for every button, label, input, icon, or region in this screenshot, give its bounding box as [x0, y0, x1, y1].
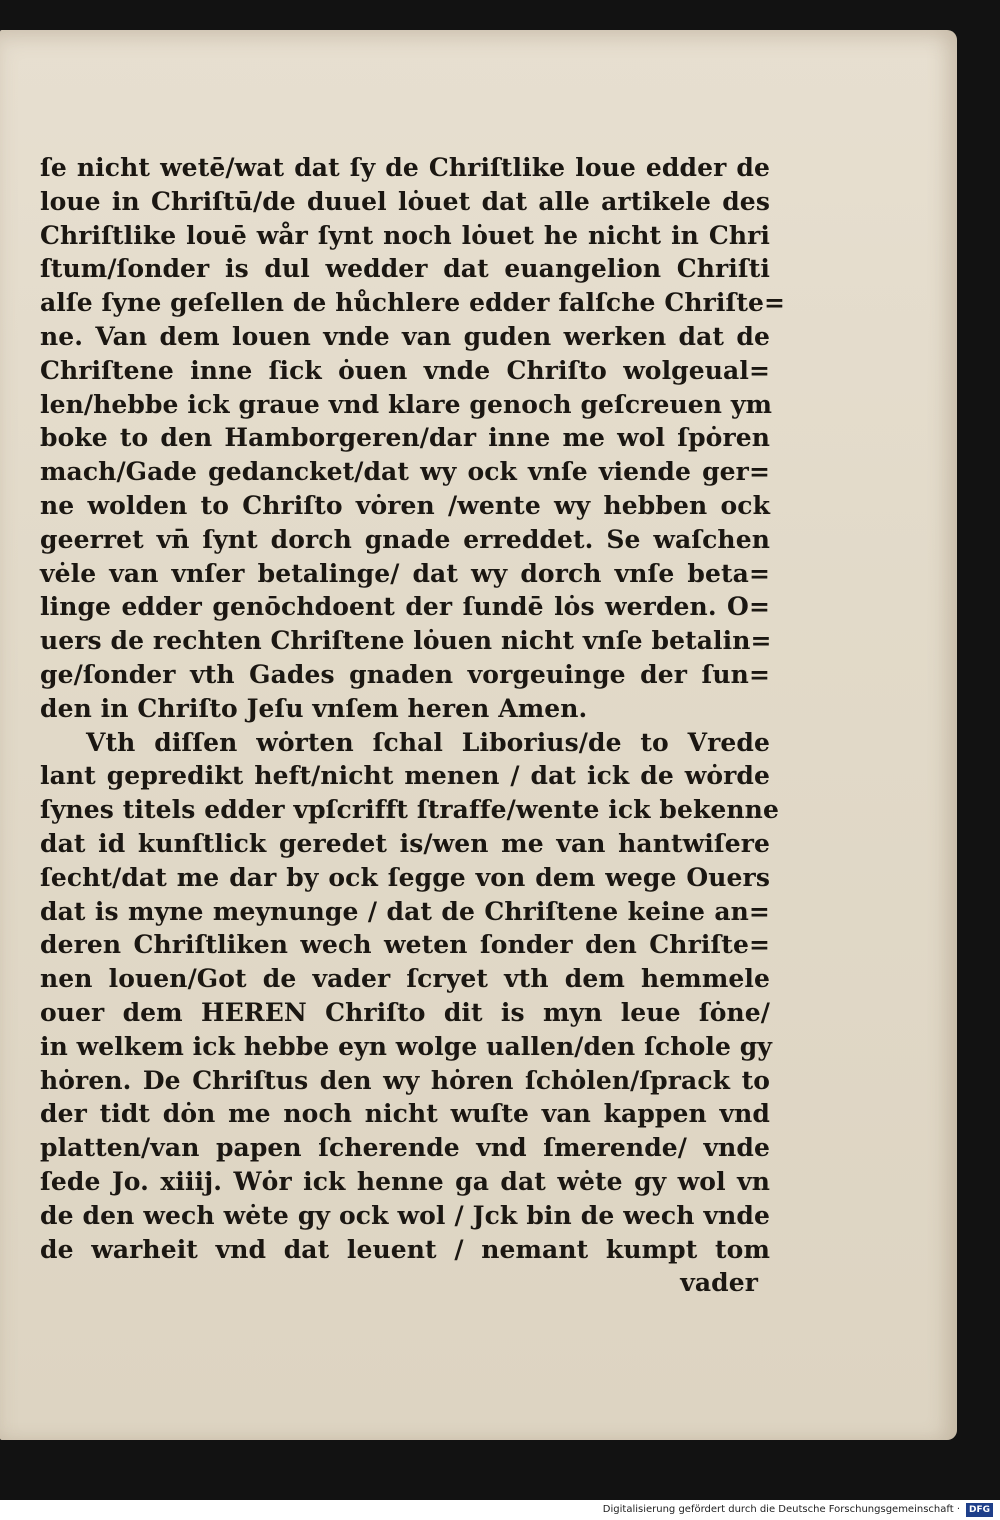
- text-line: len/hebbe ick graue vnd klare genoch geſcreuen ym: [40, 389, 773, 419]
- text-line: vėle van vnſer betalinge/ dat wy dorch vnſe beta=: [40, 558, 770, 588]
- text-line: in welkem ick hebbe eyn wolge uallen/den ſchole gy: [40, 1031, 772, 1061]
- text-line: ouer dem HEREN Chriſto dit is myn leue ſȯne/: [40, 997, 770, 1027]
- text-block: [40, 151, 786, 1300]
- text-line: der tidt dȯn me noch nicht wuſte van kappen vnd: [40, 1099, 770, 1129]
- text-line: de den wech wėte gy ock wol / Jck bin de wech vnde: [40, 1200, 770, 1230]
- text-line: ſynes titels edder vpſcrifft ſtraffe/wente ick bekenne: [40, 795, 779, 825]
- text-line: dat is myne meynunge / dat de Chriſtene keine an=: [40, 896, 770, 926]
- book-page: [0, 30, 957, 1440]
- text-line: ge/ſonder vth Gades gnaden vorgeuinge der ſun=: [40, 659, 770, 689]
- text-line: platten/van papen ſcherende vnd ſmerende/ vnde: [40, 1133, 770, 1163]
- text-line: dat id kunſtlick geredet is/wen me van hantwiſere: [40, 828, 770, 858]
- text-line: ſede Jo. xiiij. Wȯr ick henne ga dat wėte gy wol vn: [40, 1166, 770, 1196]
- text-line: den in Chriſto Jeſu vnſem heren Amen.: [40, 693, 588, 723]
- text-line: linge edder genōchdoent der ſundē lȯs werden. O=: [40, 592, 770, 622]
- text-line: Chriſtlike louē wår ſynt noch lȯuet he nicht in Chri: [40, 220, 770, 250]
- text-line: nen louen/Got de vader ſcryet vth dem hemmele: [40, 964, 770, 994]
- text-line: ne. Van dem louen vnde van guden werken dat de: [40, 321, 770, 351]
- text-line: de warheit vnd dat leuent / nemant kumpt tom: [40, 1234, 770, 1264]
- text-line: ſecht/dat me dar by ock ſegge von dem wege Ouers: [40, 862, 770, 892]
- footer-bar: [0, 1500, 1000, 1520]
- text-line: ſe nicht wetē/wat dat ſy de Chriſtlike loue edder de: [40, 153, 770, 182]
- dfg-logo-icon: DFG: [966, 1503, 993, 1517]
- digitization-credit: Digitalisierung gefördert durch die Deutsche Forschungsgemeinschaft ·: [602, 1504, 960, 1515]
- text-line: alſe ſyne geſellen de hůchlere edder falſche Chriſte=: [40, 288, 786, 318]
- text-line: uers de rechten Chriſtene lȯuen nicht vnſe betalin=: [40, 626, 772, 656]
- text-line: geerret vn̄ ſynt dorch gnade erreddet. Se waſchen: [40, 524, 770, 554]
- text-line: Chriſtene inne ſick ȯuen vnde Chriſto wolgeual=: [40, 355, 770, 385]
- text-line: boke to den Hamborgeren/dar inne me wol ſpȯren: [40, 423, 770, 453]
- text-line: ne wolden to Chriſto vȯren /wente wy hebben ock: [40, 490, 770, 520]
- text-line: deren Chriſtliken wech weten ſonder den Chriſte=: [40, 930, 770, 960]
- text-line: mach/Gade gedancket/dat wy ock vnſe viende ger=: [40, 457, 770, 487]
- catchword: vader: [680, 1268, 758, 1298]
- text-line: lant gepredikt heft/nicht menen / dat ick de wȯrde: [40, 761, 770, 791]
- text-line: loue in Chriſtū/de duuel lȯuet dat alle artikele des: [40, 186, 770, 216]
- text-line: hȯren. De Chriſtus den wy hȯren ſchȯlen/ſprack to: [40, 1065, 770, 1095]
- paragraph-start-line: Vth diſſen wȯrten ſchal Liborius/de to Vrede: [86, 727, 770, 757]
- text-line: ſtum/ſonder is dul wedder dat euangelion Chriſti: [40, 254, 770, 284]
